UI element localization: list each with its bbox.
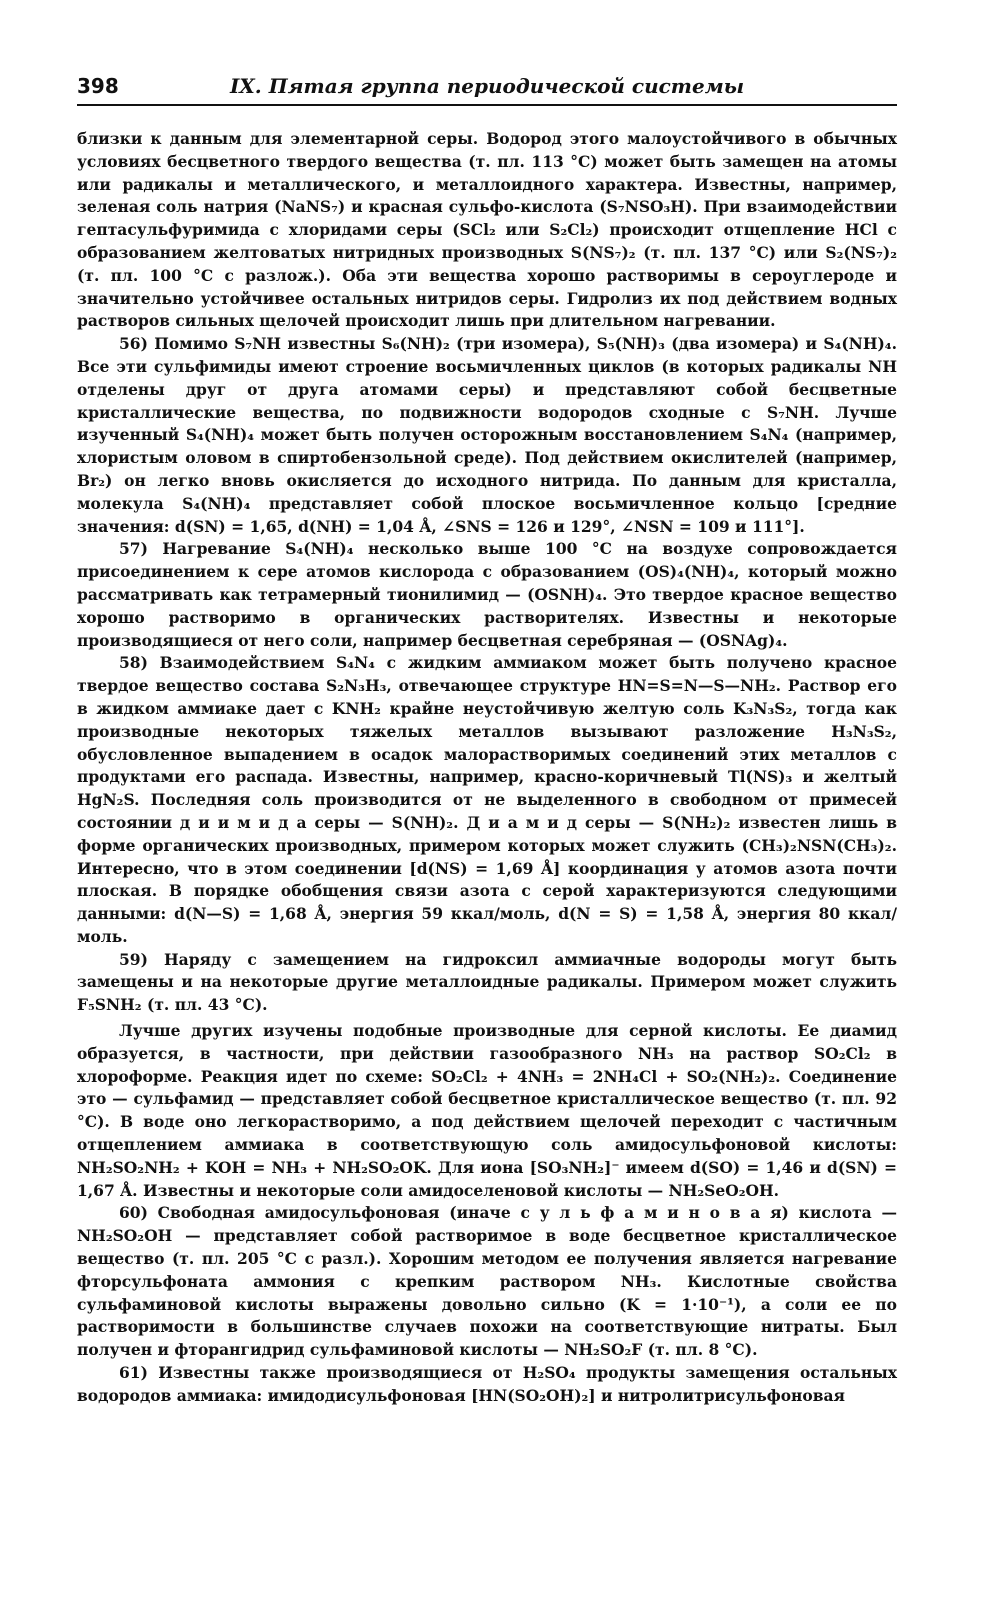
paragraph: 56) Помимо S₇NH известны S₆(NH)₂ (три изомера), S₅(NH)₃ (два изомера) и S₄(NH)₄. Все эти сульфимиды имеют строение восьмичленных циклов (в которых радикалы NH отделены друг от друга атомами серы) и представляют собой бесцветные кристаллические вещества, по подвижности водородов сходные с S₇NH. Лучше изученный S₄(NH)₄ может быть получен осторожным восстановлением S₄N₄ (например, хлористым оловом в спиртобензольной среде). Под действием окислителей (например, Br₂) он легко вновь окисляется до исходного нитрида. По данным для кристалла, молекула S₄(NH)₄ представляет собой плоское восьмичленное кольцо [средние значения: d(SN) = 1,65, d(NH) = 1,04 Å, ∠SNS = 126 и 129°, ∠NSN = 109 и 111°].: [77, 334, 897, 536]
paragraph: 57) Нагревание S₄(NH)₄ несколько выше 100 °С на воздухе сопровождается присоединением к сере атомов кислорода с образованием (OS)₄(NH)₄, который можно рассматривать как тетрамерный тионилимид — (OSNH)₄. Это твердое красное вещество хорошо растворимо в органических растворителях. Известны и некоторые производящиеся от него соли, например бесцветная серебряная — (OSNAg)₄.: [77, 539, 897, 650]
page-header: [77, 74, 897, 106]
paragraph: Лучше других изучены подобные производные для серной кислоты. Ее диамид образуется, в частности, при действии газообразного NH₃ на раствор SO₂Cl₂ в хлороформе. Реакция идет по схеме: SO₂Cl₂ + 4NH₃ = 2NH₄Cl + SO₂(NH₂)₂. Соединение это — сульфамид — представляет собой бесцветное кристаллическое вещество (т. пл. 92 °С). В воде оно легкорастворимо, а под действием щелочей переходит с частичным отщеплением аммиака в соответствующую соль амидосульфоновой кислоты: NH₂SO₂NH₂ + KOH = NH₃ + NH₂SO₂OK. Для иона [SO₃NH₂]⁻ имеем d(SO) = 1,46 и d(SN) = 1,67 Å. Известны и некоторые соли амидоселеновой кислоты — NH₂SeO₂OH.: [77, 1021, 897, 1200]
body-text: [77, 128, 897, 1408]
paragraph: 60) Свободная амидосульфоновая (иначе с у л ь ф а м и н о в а я) кислота — NH₂SO₂OH — представляет собой растворимое в воде бесцветное кристаллическое вещество (т. пл. 205 °С с разл.). Хорошим методом ее получения является нагревание фторсульфоната аммония с крепким раствором NH₃. Кислотные свойства сульфаминовой кислоты выражены довольно сильно (K = 1·10⁻¹), а соли ее по растворимости в большинстве случаев похожи на соответствующие нитраты. Был получен и фторангидрид сульфаминовой кислоты — NH₂SO₂F (т. пл. 8 °С).: [77, 1203, 897, 1360]
page-number: 398: [77, 74, 119, 98]
running-title: IX. Пятая группа периодической системы: [229, 74, 745, 98]
paragraph: 58) Взаимодействием S₄N₄ с жидким аммиаком может быть получено красное твердое вещество состава S₂N₃H₃, отвечающее структуре HN=S=N—S—NH₂. Раствор его в жидком аммиаке дает с KNH₂ крайне неустойчивую желтую соль K₃N₃S₂, тогда как производные некоторых тяжелых металлов вызывают разложение H₃N₃S₂, обусловленное выпадением в осадок малорастворимых соединений этих металлов с продуктами его распада. Известны, например, красно-коричневый Tl(NS)₃ и желтый HgN₂S. Последняя соль производится от не выделенного в свободном от примесей состоянии д и и м и д а серы — S(NH)₂. Д и а м и д серы — S(NH₂)₂ известен лишь в форме органических производных, примером которых может служить (CH₃)₂NSN(CH₃)₂. Интересно, что в этом соединении [d(NS) = 1,69 Å] координация у атомов азота почти плоская. В порядке обобщения связи азота с серой характеризуются следующими данными: d(N—S) = 1,68 Å, энергия 59 ккал/моль, d(N = S) = 1,58 Å, энергия 80 ккал/моль.: [77, 653, 897, 946]
paragraph: 61) Известны также производящиеся от H₂SO₄ продукты замещения остальных водородов аммиака: имидодисульфоновая [HN(SO₂OH)₂] и нитролитрисульфоновая: [77, 1363, 897, 1405]
paragraph: 59) Наряду с замещением на гидроксил аммиачные водороды могут быть замещены и на некоторые другие металлоидные радикалы. Примером может служить F₅SNH₂ (т. пл. 43 °С).: [77, 949, 897, 1015]
paragraph: близки к данным для элементарной серы. Водород этого малоустойчивого в обычных условиях бесцветного твердого вещества (т. пл. 113 °С) может быть замещен на атомы или радикалы и металлического, и металлоидного характера. Известны, например, зеленая соль натрия (NaNS₇) и красная сульфо-кислота (S₇NSO₃H). При взаимодействии гептасульфуримида с хлоридами серы (SCl₂ или S₂Cl₂) происходит отщепление HCl с образованием желтоватых нитридных производных S(NS₇)₂ (т. пл. 137 °С) или S₂(NS₇)₂ (т. пл. 100 °С с разлож.). Оба эти вещества хорошо растворимы в сероуглероде и значительно устойчивее остальных нитридов серы. Гидролиз их под действием водных растворов сильных щелочей происходит лишь при длительном нагревании.: [77, 129, 897, 331]
